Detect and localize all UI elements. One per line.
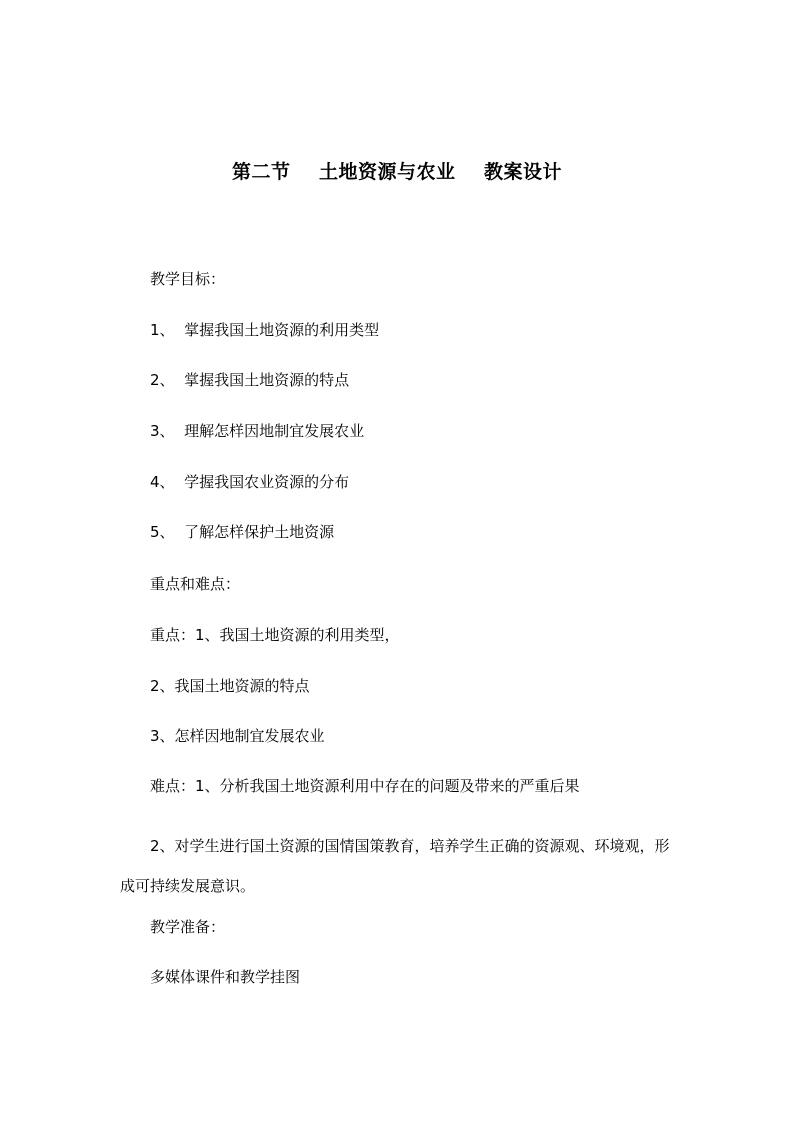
document-title: 第二节 土地资源与农业 教案设计 [232,161,562,183]
key-points-heading: 重点和难点： [150,575,241,593]
objective-item-5: 5、 了解怎样保护土地资源 [150,523,335,541]
objective-item-2: 2、 掌握我国土地资源的特点 [150,371,350,389]
key-point-2: 2、我国土地资源的特点 [150,677,310,695]
difficulty-2: 2、对学生进行国土资源的国情国策教育，培养学生正确的资源观、环境观，形成可持续发展意识。 [120,837,670,895]
key-point-1: 重点：1、我国土地资源的利用类型， [150,626,400,644]
objective-item-1: 1、 掌握我国土地资源的利用类型 [150,321,380,339]
objectives-heading: 教学目标： [150,270,226,288]
preparation-text: 多媒体课件和教学挂图 [150,968,301,986]
preparation-heading: 教学准备： [150,918,226,936]
objective-item-4: 4、 学握我国农业资源的分布 [150,473,350,491]
objective-item-3: 3、 理解怎样因地制宜发展农业 [150,422,365,440]
difficulty-1: 难点：1、分析我国土地资源利用中存在的问题及带来的严重后果 [150,777,580,795]
key-point-3: 3、怎样因地制宜发展农业 [150,727,325,745]
